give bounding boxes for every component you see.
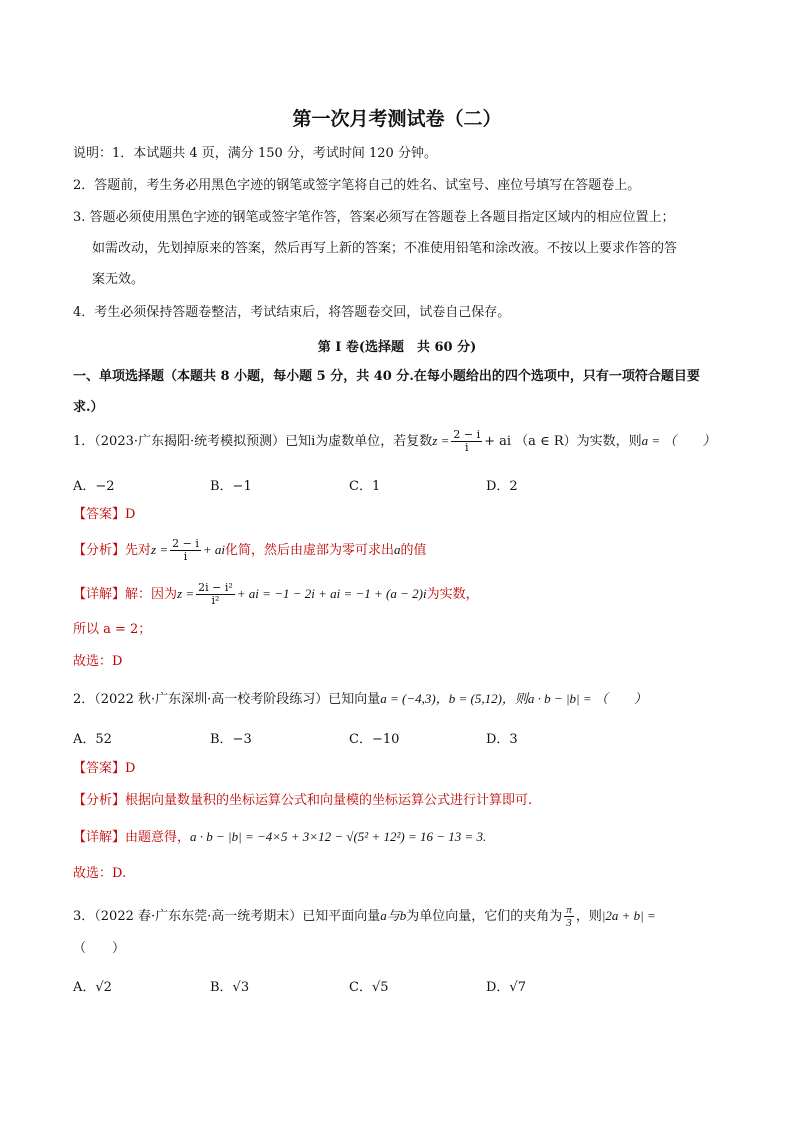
q2-vec-b: b = (5,12)，则 [448,691,528,706]
q3-fraction [564,904,574,929]
q1-detail-b: + ai = −1 − 2i + ai = −1 + (a − 2)i [236,586,427,601]
q1-detail-z: z = [177,586,195,601]
q2-stem-end: a · b − |b| = （ ） [527,691,647,706]
q2-vec-a: a = (−4,3)， [380,691,449,706]
q1-option-b: B．−1 [210,479,252,494]
q2-option-c: C．−10 [349,732,400,747]
q3-option-d: D．√7 [486,980,526,995]
instruction-3-end: 案无效。 [92,272,145,287]
q1-detail [73,582,479,607]
instruction-3: 3. 答题必须使用黑色字迹的钢笔或签字笔作答，答案必须写在答题卷上各题目指定区域内的相应位置上； [73,210,675,225]
q1-stem-mid: + ai （a ∈ R）为实数，则 [484,434,642,449]
q1-analysis-fraction [170,538,201,563]
q3-vectors: a与b [380,908,407,923]
section-intro: 一、单项选择题（本题共 8 小题，每小题 5 分，共 40 分.在每小题给出的四个选项中，只有一项符合题目要 [73,369,700,384]
q1-detail-fraction [196,582,235,607]
q1-stem-end: a = （ ） [641,433,716,448]
section-intro-cont: 求.） [73,400,104,415]
section-title: 第 I 卷(选择题 共 60 分) [317,340,477,355]
q2-analysis-text: 根据向量数量积的坐标运算公式和向量模的坐标运算公式进行计算即可. [125,793,533,808]
q1-analysis-den: i [183,550,188,563]
q1-analysis-c: 化简，然后由虚部为零可求出 [225,543,395,558]
q1-choose: 故选：D [73,654,123,669]
q2-analysis [73,792,532,810]
q1-analysis-d: a [394,542,401,557]
q2-answer-label: 【答案】 [73,761,126,776]
q1-option-a: A．−2 [73,479,115,494]
q1-fraction [451,429,482,454]
question-3-stem [73,904,656,929]
q3-frac-num: π [566,904,572,916]
q1-frac-den: i [464,441,469,454]
q2-analysis-label: 【分析】 [73,793,126,808]
q2-stem-text: 2．（2022 秋·广东深圳·高一校考阶段练习）已知向量 [73,692,381,707]
q3-stem-end: |2a + b| = [601,908,656,923]
q1-analysis-z: z = [151,542,169,557]
q1-answer [73,506,135,524]
q3-option-b: B．√3 [210,980,250,995]
q1-analysis-b: + ai [202,542,225,557]
q1-stem-text: 1．（2023·广东揭阳·统考模拟预测）已知i为虚数单位，若复数 [73,434,433,449]
q1-analysis [73,538,427,563]
q2-answer-value: D [125,761,136,776]
q3-frac-den: 3 [566,917,572,929]
instruction-2: 2．答题前，考生务必用黑色字迹的钢笔或签字笔将自己的姓名、试室号、座位号填写在答题卷上。 [73,178,641,193]
q1-detail-num: 2i − i² [198,581,233,594]
question-2-stem [73,690,647,709]
q2-option-b: B．−3 [210,732,252,747]
q3-option-a: A．√2 [73,980,112,995]
q1-detail-a: 解：因为 [125,587,178,602]
q2-detail-b: a · b − |b| = −4×5 + 3×12 − √(5² + 12²) = 16 − 13 = 3. [190,829,487,844]
q3-paren: （ ） [73,941,126,956]
q3-stem-then: ，则 [575,909,602,924]
q2-detail-a: 由题意得， [125,830,191,845]
q1-option-d: D．2 [486,479,518,494]
q1-frac-num: 2 − i [453,428,481,441]
q2-detail-label: 【详解】 [73,830,126,845]
q1-detail-line2: 所以 a = 2； [73,622,152,637]
q1-analysis-a: 先对 [125,543,152,558]
question-1-stem [73,429,715,454]
q1-analysis-label: 【分析】 [73,543,126,558]
q3-stem-text: 3．（2022 春·广东东莞·高一统考期末）已知平面向量 [73,909,381,924]
q2-choose: 故选：D. [73,866,127,881]
instruction-4: 4．考生必须保持答题卷整洁，考试结束后，将答题卷交回，试卷自己保存。 [73,305,511,320]
q1-answer-label: 【答案】 [73,507,126,522]
q3-stem-mid: 为单位向量，它们的夹角为 [406,909,563,924]
page-title: 第一次月考测试卷（二） [292,108,502,130]
q2-detail [73,828,486,847]
q3-option-c: C．√5 [349,980,389,995]
instruction-1: 说明：1．本试题共 4 页，满分 150 分，考试时间 120 分钟。 [73,146,437,161]
q1-detail-label: 【详解】 [73,587,126,602]
q2-option-d: D．3 [486,732,518,747]
q1-z: z = [432,433,450,448]
q2-answer [73,760,135,778]
q1-option-c: C．1 [349,479,381,494]
q1-analysis-e: 的值 [400,543,427,558]
q1-answer-value: D [125,507,136,522]
q1-detail-c: 为实数， [426,587,479,602]
q1-detail-den: i² [211,594,220,607]
q2-option-a: A．52 [73,732,112,747]
instruction-3-cont: 如需改动，先划掉原来的答案，然后再写上新的答案；不准使用铅笔和涂改液。不按以上要求作答的答 [92,241,678,256]
q1-analysis-num: 2 − i [172,537,199,550]
